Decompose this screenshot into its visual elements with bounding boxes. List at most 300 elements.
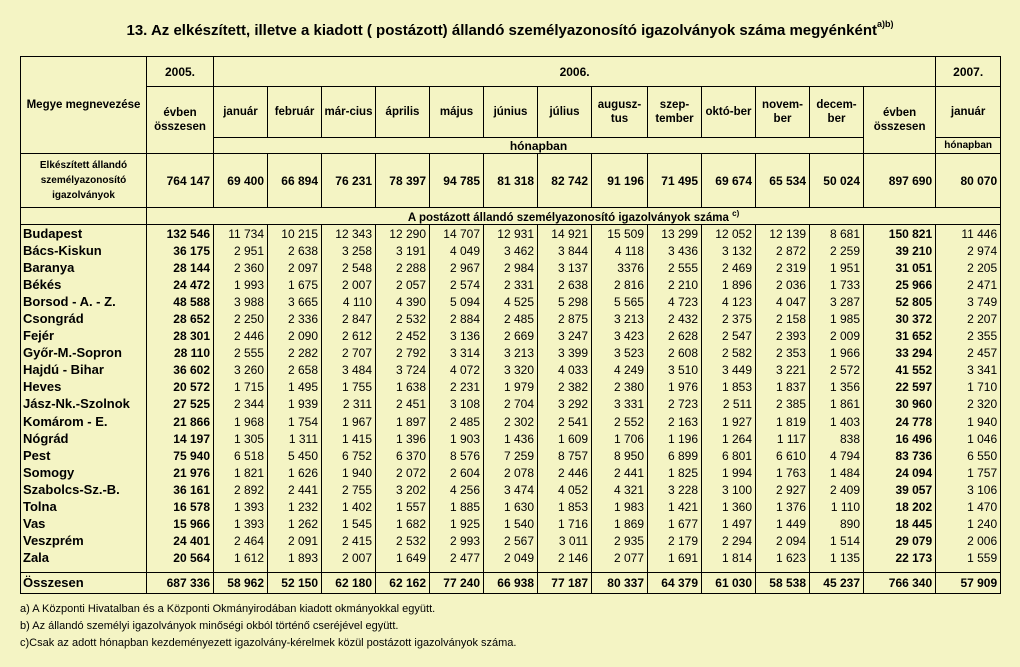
cell-value: 4 525: [484, 293, 538, 310]
cell-value: 5 450: [268, 447, 322, 464]
table-row: [21, 259, 1001, 276]
cell-value: 6 752: [322, 447, 376, 464]
total-value: 77 240: [430, 572, 484, 593]
cell-value: 2 385: [756, 396, 810, 413]
cell-value: 2 532: [376, 310, 430, 327]
cell-value: 3 292: [538, 396, 592, 413]
cell-value: 4 249: [592, 362, 648, 379]
cell-value: 1 979: [484, 379, 538, 396]
cell-value: 3 749: [936, 293, 1001, 310]
cell-value: 2 604: [430, 464, 484, 481]
cell-value: 4 794: [810, 447, 864, 464]
cell-value: 1 893: [268, 550, 322, 573]
cell-value: 2 282: [268, 345, 322, 362]
cell-value: 1 612: [214, 550, 268, 573]
cell-value: 2 872: [756, 242, 810, 259]
cell-value: 1 968: [214, 413, 268, 430]
produced-value: 71 495: [648, 154, 702, 208]
cell-value: 2 231: [430, 379, 484, 396]
cell-value: 27 525: [147, 396, 214, 413]
cell-value: 3 260: [214, 362, 268, 379]
cell-value: 1 814: [702, 550, 756, 573]
cell-value: 1 985: [810, 310, 864, 327]
year-2007-header: 2007.: [936, 57, 1001, 87]
cell-value: 2 555: [214, 345, 268, 362]
cell-value: 12 139: [756, 225, 810, 243]
cell-value: 4 033: [538, 362, 592, 379]
cell-value: 1 262: [268, 516, 322, 533]
cell-value: 4 256: [430, 481, 484, 498]
table-row: [21, 345, 1001, 362]
cell-value: 1 967: [322, 413, 376, 430]
produced-cards-label: Elkészített állandó személyazonosító igazolványok: [21, 154, 147, 208]
cell-value: 2 927: [756, 481, 810, 498]
cell-value: 2 446: [214, 328, 268, 345]
produced-value: 78 397: [376, 154, 430, 208]
cell-value: 2 884: [430, 310, 484, 327]
cell-value: 2 009: [810, 328, 864, 345]
cell-value: 24 472: [147, 276, 214, 293]
cell-value: 1 976: [648, 379, 702, 396]
cell-value: 1 484: [810, 464, 864, 481]
cell-value: 1 415: [322, 430, 376, 447]
cell-value: 1 682: [376, 516, 430, 533]
month-header: augusz-tus: [592, 87, 648, 138]
cell-value: 2 036: [756, 276, 810, 293]
total-2006-header: évben összesen: [864, 87, 936, 154]
cell-value: 2 511: [702, 396, 756, 413]
year-2006-header: 2006.: [214, 57, 936, 87]
cell-value: 8 681: [810, 225, 864, 243]
county-name: Nógrád: [21, 430, 147, 447]
cell-value: 1 403: [810, 413, 864, 430]
cell-value: 1 853: [702, 379, 756, 396]
cell-value: 1 557: [376, 499, 430, 516]
cell-value: 838: [810, 430, 864, 447]
month-header: május: [430, 87, 484, 138]
cell-value: 2 548: [322, 259, 376, 276]
cell-value: 36 602: [147, 362, 214, 379]
produced-value: 65 534: [756, 154, 810, 208]
cell-value: 2 163: [648, 413, 702, 430]
cell-value: 2 792: [376, 345, 430, 362]
month-header: április: [376, 87, 430, 138]
cell-value: 6 518: [214, 447, 268, 464]
cell-value: 3 100: [702, 481, 756, 498]
cell-value: 6 550: [936, 447, 1001, 464]
produced-value: 50 024: [810, 154, 864, 208]
cell-value: 2 612: [322, 328, 376, 345]
cell-value: 1 559: [936, 550, 1001, 573]
cell-value: 3 988: [214, 293, 268, 310]
cell-value: 41 552: [864, 362, 936, 379]
table-row: [21, 499, 1001, 516]
county-name: Budapest: [21, 225, 147, 243]
cell-value: 12 931: [484, 225, 538, 243]
cell-value: 2 006: [936, 533, 1001, 550]
cell-value: 1 897: [376, 413, 430, 430]
cell-value: 150 821: [864, 225, 936, 243]
table-row: [21, 328, 1001, 345]
cell-value: 1 196: [648, 430, 702, 447]
cell-value: 3 510: [648, 362, 702, 379]
cell-value: 2 485: [484, 310, 538, 327]
cell-value: 1 861: [810, 396, 864, 413]
cell-value: 29 079: [864, 533, 936, 550]
cell-value: 3 258: [322, 242, 376, 259]
cell-value: 2 250: [214, 310, 268, 327]
county-name: Veszprém: [21, 533, 147, 550]
county-id-card-table: [20, 56, 1001, 594]
produced-value: 94 785: [430, 154, 484, 208]
cell-value: 3 137: [538, 259, 592, 276]
cell-value: 1 232: [268, 499, 322, 516]
cell-value: 2 094: [756, 533, 810, 550]
cell-value: 2 723: [648, 396, 702, 413]
cell-value: 1 449: [756, 516, 810, 533]
cell-value: 2 967: [430, 259, 484, 276]
cell-value: 28 144: [147, 259, 214, 276]
cell-value: 33 294: [864, 345, 936, 362]
produced-value: 81 318: [484, 154, 538, 208]
cell-value: 2 344: [214, 396, 268, 413]
cell-value: 1 885: [430, 499, 484, 516]
table-row: [21, 379, 1001, 396]
total-value: 52 150: [268, 572, 322, 593]
cell-value: 2 541: [538, 413, 592, 430]
cell-value: 12 290: [376, 225, 430, 243]
county-column-header: Megye megnevezése: [21, 57, 147, 154]
cell-value: 1 117: [756, 430, 810, 447]
cell-value: 3 423: [592, 328, 648, 345]
cell-value: 1 609: [538, 430, 592, 447]
cell-value: 2 415: [322, 533, 376, 550]
cell-value: 2 078: [484, 464, 538, 481]
cell-value: 3 136: [430, 328, 484, 345]
cell-value: 3 320: [484, 362, 538, 379]
produced-value: 91 196: [592, 154, 648, 208]
cell-value: 2 658: [268, 362, 322, 379]
cell-value: 7 259: [484, 447, 538, 464]
cell-value: 2 432: [648, 310, 702, 327]
table-row: [21, 362, 1001, 379]
table-row: [21, 396, 1001, 413]
cell-value: 8 576: [430, 447, 484, 464]
cell-value: 1 402: [322, 499, 376, 516]
cell-value: 18 445: [864, 516, 936, 533]
cell-value: 3 191: [376, 242, 430, 259]
cell-value: 3 213: [484, 345, 538, 362]
cell-value: 2 146: [538, 550, 592, 573]
produced-value: 66 894: [268, 154, 322, 208]
cell-value: 3 436: [648, 242, 702, 259]
cell-value: 1 821: [214, 464, 268, 481]
cell-value: 2 485: [430, 413, 484, 430]
county-name: Jász-Nk.-Szolnok: [21, 396, 147, 413]
cell-value: 1 135: [810, 550, 864, 573]
total-value: 766 340: [864, 572, 936, 593]
cell-value: 52 805: [864, 293, 936, 310]
produced-value: 897 690: [864, 154, 936, 208]
cell-value: 3 247: [538, 328, 592, 345]
cell-value: 1 825: [648, 464, 702, 481]
cell-value: 28 652: [147, 310, 214, 327]
month-header: decem-ber: [810, 87, 864, 138]
cell-value: 2 532: [376, 533, 430, 550]
footnotes: [20, 601, 516, 652]
cell-value: 14 707: [430, 225, 484, 243]
cell-value: 11 446: [936, 225, 1001, 243]
cell-value: 2 288: [376, 259, 430, 276]
cell-value: 2 375: [702, 310, 756, 327]
cell-value: 3 665: [268, 293, 322, 310]
cell-value: 2 393: [756, 328, 810, 345]
cell-value: 22 173: [864, 550, 936, 573]
cell-value: 2 572: [810, 362, 864, 379]
cell-value: 2 669: [484, 328, 538, 345]
cell-value: 1 896: [702, 276, 756, 293]
cell-value: 2 704: [484, 396, 538, 413]
cell-value: 1 436: [484, 430, 538, 447]
cell-value: 1 396: [376, 430, 430, 447]
cell-value: 2 319: [756, 259, 810, 276]
cell-value: 2 935: [592, 533, 648, 550]
county-name: Tolna: [21, 499, 147, 516]
cell-value: 30 372: [864, 310, 936, 327]
cell-value: 21 976: [147, 464, 214, 481]
cell-value: 39 057: [864, 481, 936, 498]
total-value: 66 938: [484, 572, 538, 593]
table-row: [21, 225, 1001, 243]
table-row: [21, 310, 1001, 327]
cell-value: 3 011: [538, 533, 592, 550]
cell-value: 1 356: [810, 379, 864, 396]
cell-value: 2 049: [484, 550, 538, 573]
cell-value: 1 903: [430, 430, 484, 447]
cell-value: 1 110: [810, 499, 864, 516]
cell-value: 890: [810, 516, 864, 533]
cell-value: 1 393: [214, 499, 268, 516]
cell-value: 1 497: [702, 516, 756, 533]
cell-value: 1 940: [936, 413, 1001, 430]
cell-value: 3 106: [936, 481, 1001, 498]
cell-value: 2 547: [702, 328, 756, 345]
cell-value: 1 706: [592, 430, 648, 447]
cell-value: 3 474: [484, 481, 538, 498]
month-header: novem-ber: [756, 87, 810, 138]
total-value: 58 962: [214, 572, 268, 593]
cell-value: 2 311: [322, 396, 376, 413]
cell-value: 1 623: [756, 550, 810, 573]
cell-value: 2 707: [322, 345, 376, 362]
cell-value: 3 287: [810, 293, 864, 310]
month-header: július: [538, 87, 592, 138]
cell-value: 1 710: [936, 379, 1001, 396]
cell-value: 1 305: [214, 430, 268, 447]
cell-value: 2 582: [702, 345, 756, 362]
footnote-a: a) A Központi Hivatalban és a Központi Okmányirodában kiadott okmányokkal együtt.: [20, 603, 436, 615]
cell-value: 2 608: [648, 345, 702, 362]
table-row: [21, 413, 1001, 430]
cell-value: 1 757: [936, 464, 1001, 481]
cell-value: 4 118: [592, 242, 648, 259]
produced-value: 69 674: [702, 154, 756, 208]
cell-value: 20 564: [147, 550, 214, 573]
cell-value: 132 546: [147, 225, 214, 243]
total-value: 687 336: [147, 572, 214, 593]
cell-value: 2 628: [648, 328, 702, 345]
cell-value: 4 052: [538, 481, 592, 498]
cell-value: 3376: [592, 259, 648, 276]
cell-value: 18 202: [864, 499, 936, 516]
cell-value: 1 495: [268, 379, 322, 396]
table-row: [21, 481, 1001, 498]
county-name: Baranya: [21, 259, 147, 276]
cell-value: 30 960: [864, 396, 936, 413]
total-value: 80 337: [592, 572, 648, 593]
cell-value: 2 552: [592, 413, 648, 430]
table-row: [21, 447, 1001, 464]
cell-value: 5 565: [592, 293, 648, 310]
cell-value: 2 477: [430, 550, 484, 573]
cell-value: 31 051: [864, 259, 936, 276]
cell-value: 3 221: [756, 362, 810, 379]
total-value: 58 538: [756, 572, 810, 593]
cell-value: 1 927: [702, 413, 756, 430]
cell-value: 3 314: [430, 345, 484, 362]
table-row: [21, 516, 1001, 533]
total-value: 64 379: [648, 572, 702, 593]
cell-value: 4 723: [648, 293, 702, 310]
cell-value: 1 763: [756, 464, 810, 481]
table-row: [21, 430, 1001, 447]
cell-value: 2 847: [322, 310, 376, 327]
cell-value: 1 046: [936, 430, 1001, 447]
cell-value: 1 715: [214, 379, 268, 396]
footnote-c: c)Csak az adott hónapban kezdeményezett igazolvány-kérelmek közül postázott igazolványok száma.: [20, 637, 517, 649]
cell-value: 2 974: [936, 242, 1001, 259]
total-value: 57 909: [936, 572, 1001, 593]
cell-value: 2 993: [430, 533, 484, 550]
total-2005-header: évben összesen: [147, 87, 214, 154]
table-row: [21, 242, 1001, 259]
cell-value: 2 892: [214, 481, 268, 498]
cell-value: 31 652: [864, 328, 936, 345]
county-name: Békés: [21, 276, 147, 293]
cell-value: 2 353: [756, 345, 810, 362]
cell-value: 6 899: [648, 447, 702, 464]
cell-value: 12 343: [322, 225, 376, 243]
cell-value: 2 409: [810, 481, 864, 498]
cell-value: 2 755: [322, 481, 376, 498]
county-name: Győr-M.-Sopron: [21, 345, 147, 362]
cell-value: 1 470: [936, 499, 1001, 516]
cell-value: 15 966: [147, 516, 214, 533]
cell-value: 1 393: [214, 516, 268, 533]
cell-value: 2 452: [376, 328, 430, 345]
cell-value: 1 853: [538, 499, 592, 516]
cell-value: 2 072: [376, 464, 430, 481]
cell-value: 1 675: [268, 276, 322, 293]
county-name: Zala: [21, 550, 147, 573]
cell-value: 2 179: [648, 533, 702, 550]
cell-value: 4 321: [592, 481, 648, 498]
month-header: októ-ber: [702, 87, 756, 138]
cell-value: 2 091: [268, 533, 322, 550]
cell-value: 16 496: [864, 430, 936, 447]
cell-value: 13 299: [648, 225, 702, 243]
table-row: [21, 293, 1001, 310]
cell-value: 2 294: [702, 533, 756, 550]
cell-value: 2 302: [484, 413, 538, 430]
cell-value: 4 072: [430, 362, 484, 379]
cell-value: 2 158: [756, 310, 810, 327]
produced-value: 69 400: [214, 154, 268, 208]
cell-value: 24 094: [864, 464, 936, 481]
table-row: [21, 533, 1001, 550]
county-name: Szabolcs-Sz.-B.: [21, 481, 147, 498]
cell-value: 1 951: [810, 259, 864, 276]
total-value: 62 180: [322, 572, 376, 593]
cell-value: 5 094: [430, 293, 484, 310]
cell-value: 1 360: [702, 499, 756, 516]
county-name: Somogy: [21, 464, 147, 481]
month-header: június: [484, 87, 538, 138]
county-name: Vas: [21, 516, 147, 533]
county-name: Komárom - E.: [21, 413, 147, 430]
cell-value: 24 778: [864, 413, 936, 430]
cell-value: 2 090: [268, 328, 322, 345]
cell-value: 2 336: [268, 310, 322, 327]
cell-value: 8 950: [592, 447, 648, 464]
cell-value: 2 469: [702, 259, 756, 276]
produced-value: 764 147: [147, 154, 214, 208]
cell-value: 75 940: [147, 447, 214, 464]
cell-value: 36 161: [147, 481, 214, 498]
cell-value: 39 210: [864, 242, 936, 259]
cell-value: 6 370: [376, 447, 430, 464]
cell-value: 2 446: [538, 464, 592, 481]
cell-value: 1 545: [322, 516, 376, 533]
cell-value: 3 213: [592, 310, 648, 327]
cell-value: 22 597: [864, 379, 936, 396]
cell-value: 2 331: [484, 276, 538, 293]
cell-value: 3 331: [592, 396, 648, 413]
cell-value: 2 007: [322, 550, 376, 573]
cell-value: 2 471: [936, 276, 1001, 293]
cell-value: 1 376: [756, 499, 810, 516]
cell-value: 1 630: [484, 499, 538, 516]
cell-value: 2 077: [592, 550, 648, 573]
cell-value: 48 588: [147, 293, 214, 310]
cell-value: 2 875: [538, 310, 592, 327]
cell-value: 3 449: [702, 362, 756, 379]
cell-value: 1 421: [648, 499, 702, 516]
cell-value: 24 401: [147, 533, 214, 550]
cell-value: 36 175: [147, 242, 214, 259]
cell-value: 1 940: [322, 464, 376, 481]
cell-value: 16 578: [147, 499, 214, 516]
cell-value: 4 390: [376, 293, 430, 310]
cell-value: 1 514: [810, 533, 864, 550]
month-header: január: [214, 87, 268, 138]
cell-value: 28 110: [147, 345, 214, 362]
produced-value: 82 742: [538, 154, 592, 208]
cell-value: 3 844: [538, 242, 592, 259]
county-name: Pest: [21, 447, 147, 464]
cell-value: 8 757: [538, 447, 592, 464]
total-value: 45 237: [810, 572, 864, 593]
